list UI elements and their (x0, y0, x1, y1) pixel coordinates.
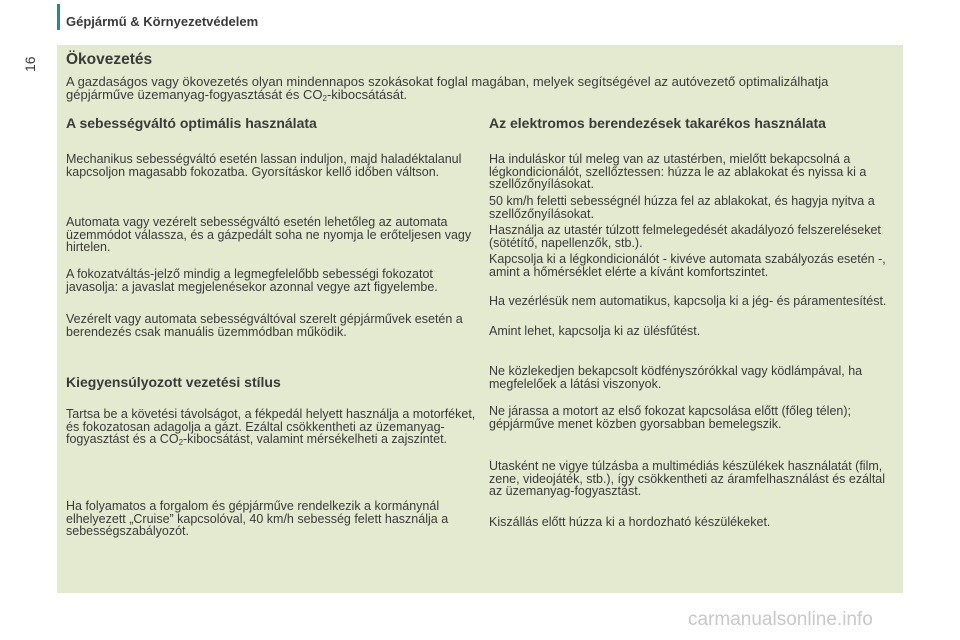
paragraph-sunblinds: Használja az utastér túlzott felmelegedését akadályozó felszereléseket (sötétítő, napellenzők, stb.). (489, 223, 881, 250)
heading-driving-style: Kiegyensúlyozott vezetési stílus (66, 374, 281, 390)
heading-gearbox: A sebességváltó optimális használata (66, 115, 317, 131)
heading-electrical-equipment: Az elektromos berendezések takarékos használata (489, 115, 826, 131)
paragraph-defrost: Ha vezérlésük nem automatikus, kapcsolja ki a jég- és páramentesítést. (489, 294, 887, 308)
section-title: Gépjármű & Környezetvédelem (66, 14, 259, 29)
paragraph-fog-lamps: Ne közlekedjen bekapcsolt ködfényszórókkal vagy ködlámpával, ha megfelelőek a látási viszonyok. (489, 364, 863, 391)
paragraph-engine-warmup: Ne járassa a motort az első fokozat kapcsolása előtt (főleg télen); gépjárműve menet közben gyorsabban bemelegszik. (489, 404, 851, 431)
paragraph-windows: 50 km/h feletti sebességnél húzza fel az ablakokat, és hagyja nyitva a szellőzőnyílásokat. (489, 194, 875, 221)
paragraph-cruise-control: Ha folyamatos a forgalom és gépjárműve rendelkezik a kormánynál elhelyezett „Cruise” kapcsolóval, 40 km/h sebesség felett használja a sebességszabályozót. (66, 499, 449, 538)
paragraph-unplug-devices: Kiszállás előtt húzza ki a hordozható készülékeket. (489, 515, 771, 529)
intro-paragraph: A gazdaságos vagy ökovezetés olyan mindennapos szokásokat foglal magában, melyek segítségével az autóvezető optimalizálhatja gépjárműve üzemanyag-fogyasztását és $CO_2$-kibocsátását. (66, 74, 829, 103)
page-number: 16 (22, 56, 38, 72)
paragraph-manual-gearbox: Mechanikus sebességváltó esetén lassan induljon, majd haladéktalanul kapcsoljon magasabb fokozatba. Gyorsításkor kellő időben váltson. (66, 152, 462, 179)
paragraph-air-conditioning: Kapcsolja ki a légkondicionálót - kivéve automata szabályozás esetén -, amint a hőmérséklet elérte a kívánt komfortszintet. (489, 252, 886, 279)
paragraph-seat-heating: Amint lehet, kapcsolja ki az ülésfűtést. (489, 324, 701, 338)
watermark-text: carmanualsonline.info (688, 609, 873, 630)
paragraph-automatic-gearbox: Automata vagy vezérelt sebességváltó esetén lehetőleg az automata üzemmódot válassza, és a gázpedált soha ne nyomja le erőteljesen vagy hirtelen. (66, 215, 472, 254)
paragraph-multimedia: Utasként ne vigye túlzásba a multimédiás készülékek használatát (film, zene, videojáték, stb.), így csökkentheti az áramfelhasználást és ezáltal az üzemanyag-fogyasztást. (489, 459, 886, 498)
page-title: Ökovezetés (66, 51, 153, 68)
paragraph-following-distance: Tartsa be a követési távolságot, a fékpedál helyett használja a motorféket, és fokozatosan adagolja a gázt. Ezáltal csökkentheti az üzemanyag-fogyasztást és a $CO_2$-kibocsátást, valamint mérsékelheti a zajszintet. (66, 407, 476, 447)
paragraph-ventilate: Ha induláskor túl meleg van az utastérben, mielőtt bekapcsolná a légkondicionálót, szellőztessen: húzza le az ablakokat és nyissa ki a szellőzőnyílásokat. (489, 152, 867, 191)
paragraph-manual-mode: Vezérelt vagy automata sebességváltóval szerelt gépjárművek esetén a berendezés csak manuális üzemmódban működik. (66, 312, 463, 339)
section-marker-bar (57, 4, 60, 30)
paragraph-shift-indicator: A fokozatváltás-jelző mindig a legmegfelelőbb sebességi fokozatot javasolja: a javaslat megjelenésekor azonnal vegye azt figyelembe. (66, 267, 438, 294)
